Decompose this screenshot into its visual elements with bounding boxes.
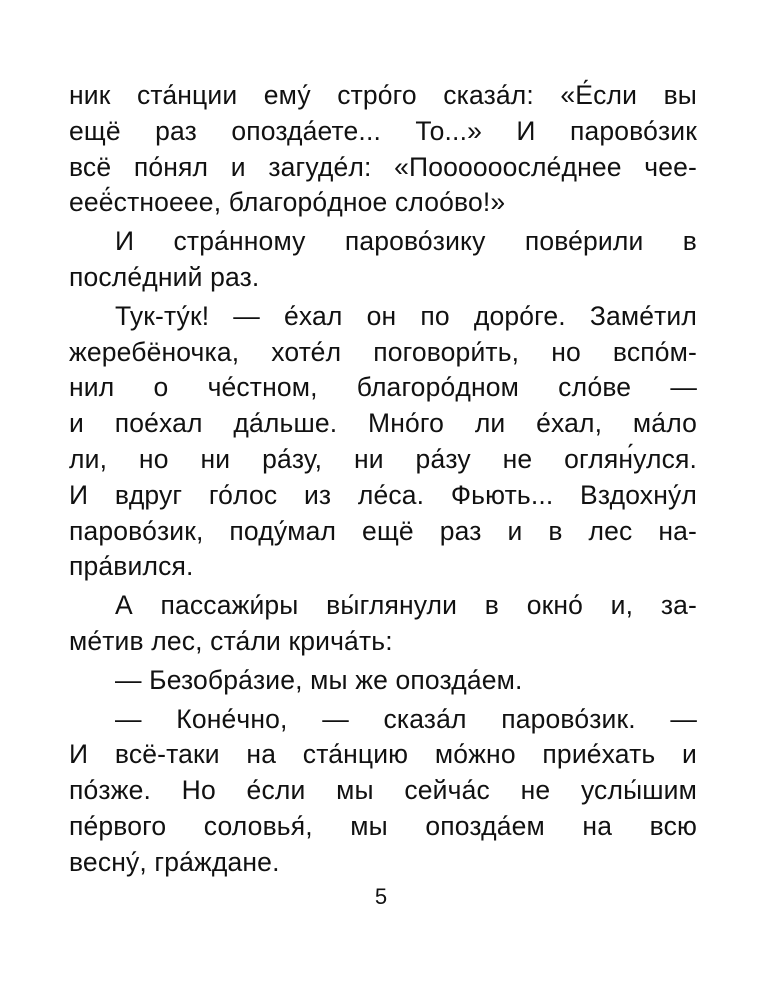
text-line: И стра́нному парово́зику пове́рили в bbox=[115, 226, 697, 257]
text-line: — Коне́чно, — сказа́л парово́зик. — bbox=[115, 703, 697, 734]
text-line: весну́, гра́ждане. bbox=[69, 846, 280, 877]
paragraph-1 bbox=[69, 78, 697, 221]
text-line: И всё-таки на ста́нцию мо́жно прие́хать и bbox=[69, 739, 697, 770]
text-line: ме́тив лес, ста́ли крича́ть: bbox=[69, 625, 393, 656]
text-line: И вдруг го́лос из ле́са. Фьють... Вздохну́л bbox=[69, 479, 697, 510]
paragraph-4 bbox=[69, 588, 697, 660]
text-line: ник ста́нции ему́ стро́го сказа́л: «Е́сли вы bbox=[69, 80, 697, 110]
text-line: парово́зик, поду́мал ещё раз и в лес на- bbox=[69, 515, 697, 546]
text-line: жеребёночка, хоте́л поговори́ть, но вспо́м- bbox=[69, 336, 697, 367]
paragraph-3 bbox=[69, 299, 697, 585]
page-number: 5 bbox=[374, 884, 388, 909]
story-text bbox=[69, 78, 697, 881]
text-line: нил о че́стном, благоро́дном сло́ве — bbox=[69, 372, 697, 403]
text-line: после́дний раз. bbox=[69, 261, 260, 292]
text-line: пра́вился. bbox=[69, 551, 194, 582]
text-line: А пассажи́ры вы́глянули в окно́ и, за- bbox=[115, 590, 697, 621]
paragraph-6 bbox=[69, 702, 697, 881]
text-line: пе́рвого соловья́, мы опозда́ем на всю bbox=[69, 810, 697, 841]
text-line: ещё раз опозда́ете... То...» И парово́зик bbox=[69, 115, 697, 146]
text-line: Тук-ту́к! — е́хал он по доро́ге. Заме́тил bbox=[115, 300, 697, 331]
paragraph-5 bbox=[69, 663, 697, 699]
text-line: — Безобра́зие, мы же опозда́ем. bbox=[115, 664, 523, 695]
text-line: по́зже. Но е́сли мы сейча́с не услы́шим bbox=[69, 775, 697, 806]
text-line: ли, но ни ра́зу, ни ра́зу не оглян́улся. bbox=[69, 443, 697, 474]
text-line: ееё́стноеее, благоро́дное слоо́во!» bbox=[69, 187, 506, 218]
text-line: всё по́нял и загуде́л: «Поооооосле́днее чее- bbox=[69, 151, 697, 182]
text-line: и пое́хал да́льше. Мно́го ли е́хал, ма́ло bbox=[69, 408, 697, 439]
paragraph-2 bbox=[69, 224, 697, 296]
